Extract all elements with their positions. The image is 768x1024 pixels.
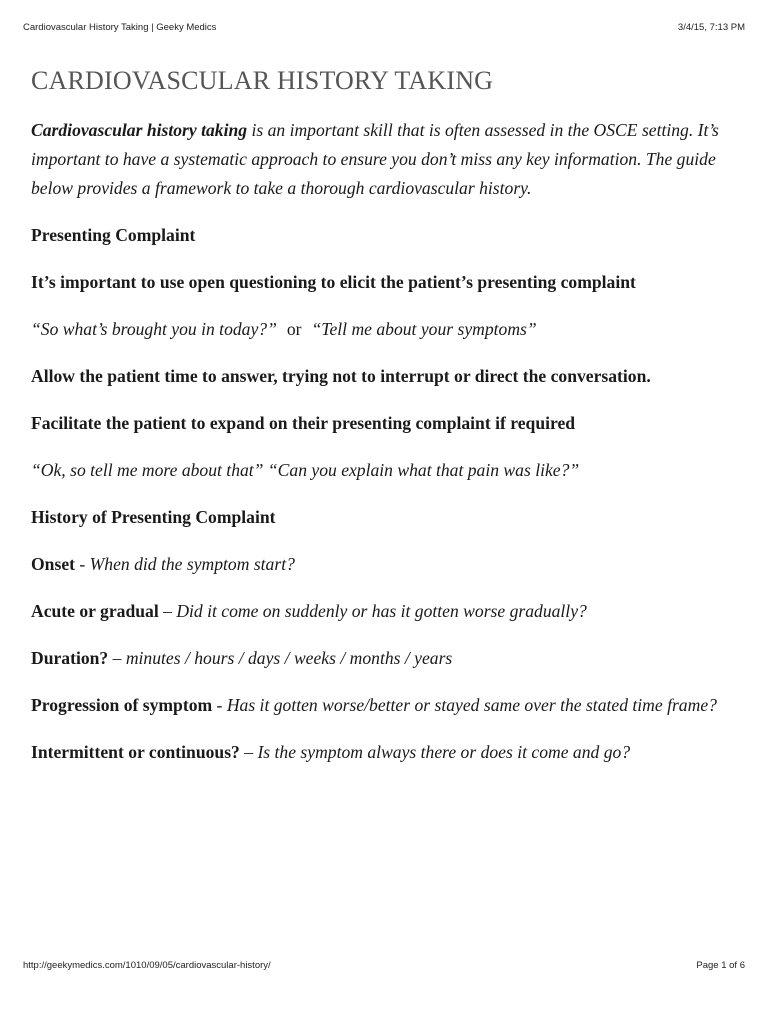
hpc-separator: -	[74, 554, 90, 574]
hpc-item-progression	[31, 691, 721, 720]
hpc-term: Intermittent or continuous?	[31, 742, 240, 762]
print-header	[23, 22, 745, 33]
hpc-description: minutes / hours / days / weeks / months / years	[125, 648, 453, 668]
section-heading-hpc: History of Presenting Complaint	[31, 507, 276, 527]
print-footer	[23, 960, 745, 971]
hpc-description: When did the symptom start?	[89, 554, 295, 574]
page-number: Page 1 of 6	[696, 960, 745, 971]
intro-paragraph	[31, 116, 721, 203]
allow-time-text: Allow the patient time to answer, trying not to interrupt or direct the conversation.	[31, 366, 651, 386]
example-question: “Ok, so tell me more about that”	[31, 460, 264, 480]
hpc-term: Duration?	[31, 648, 109, 668]
hpc-separator: –	[239, 742, 258, 762]
example-questions-2	[31, 456, 721, 485]
facilitate-text: Facilitate the patient to expand on their presenting complaint if required	[31, 413, 576, 433]
section-heading-presenting-complaint: Presenting Complaint	[31, 225, 196, 245]
example-question: “Can you explain what that pain was like?”	[267, 460, 580, 480]
hpc-description: Has it gotten worse/better or stayed same over the stated time frame?	[226, 695, 717, 715]
example-questions-1	[31, 315, 721, 344]
example-question: “So what’s brought you in today?”	[31, 319, 277, 339]
hpc-item-duration	[31, 644, 721, 673]
intro-lead: Cardiovascular history taking	[31, 120, 248, 140]
hpc-item-acute-or-gradual	[31, 597, 721, 626]
document-title: Cardiovascular History Taking | Geeky Medics	[23, 22, 217, 33]
hpc-description: Is the symptom always there or does it come and go?	[257, 742, 631, 762]
hpc-item-onset	[31, 550, 721, 579]
hpc-separator: –	[158, 601, 177, 621]
hpc-separator: –	[108, 648, 126, 668]
hpc-term: Acute or gradual	[31, 601, 159, 621]
article-body	[31, 116, 721, 767]
hpc-term: Onset	[31, 554, 75, 574]
intro-text: is an important skill that is often assessed in the OSCE setting. It’s important to have a systematic approach to ensure you don’t miss any key information. The guide below provides a framework to take a thorough cardiovascular history.	[31, 120, 719, 198]
hpc-separator: -	[212, 695, 227, 715]
open-questioning-text: It’s important to use open questioning to elicit the patient’s presenting complaint	[31, 272, 636, 292]
or-text: or	[286, 319, 302, 339]
page-url: http://geekymedics.com/1010/09/05/cardiovascular-history/	[23, 960, 271, 971]
example-question: “Tell me about your symptoms”	[311, 319, 537, 339]
print-timestamp: 3/4/15, 7:13 PM	[677, 22, 745, 33]
hpc-description: Did it come on suddenly or has it gotten worse gradually?	[176, 601, 587, 621]
hpc-term: Progression of symptom	[31, 695, 213, 715]
page-title: CARDIOVASCULAR HISTORY TAKING	[31, 66, 494, 95]
hpc-item-intermittent	[31, 738, 721, 767]
